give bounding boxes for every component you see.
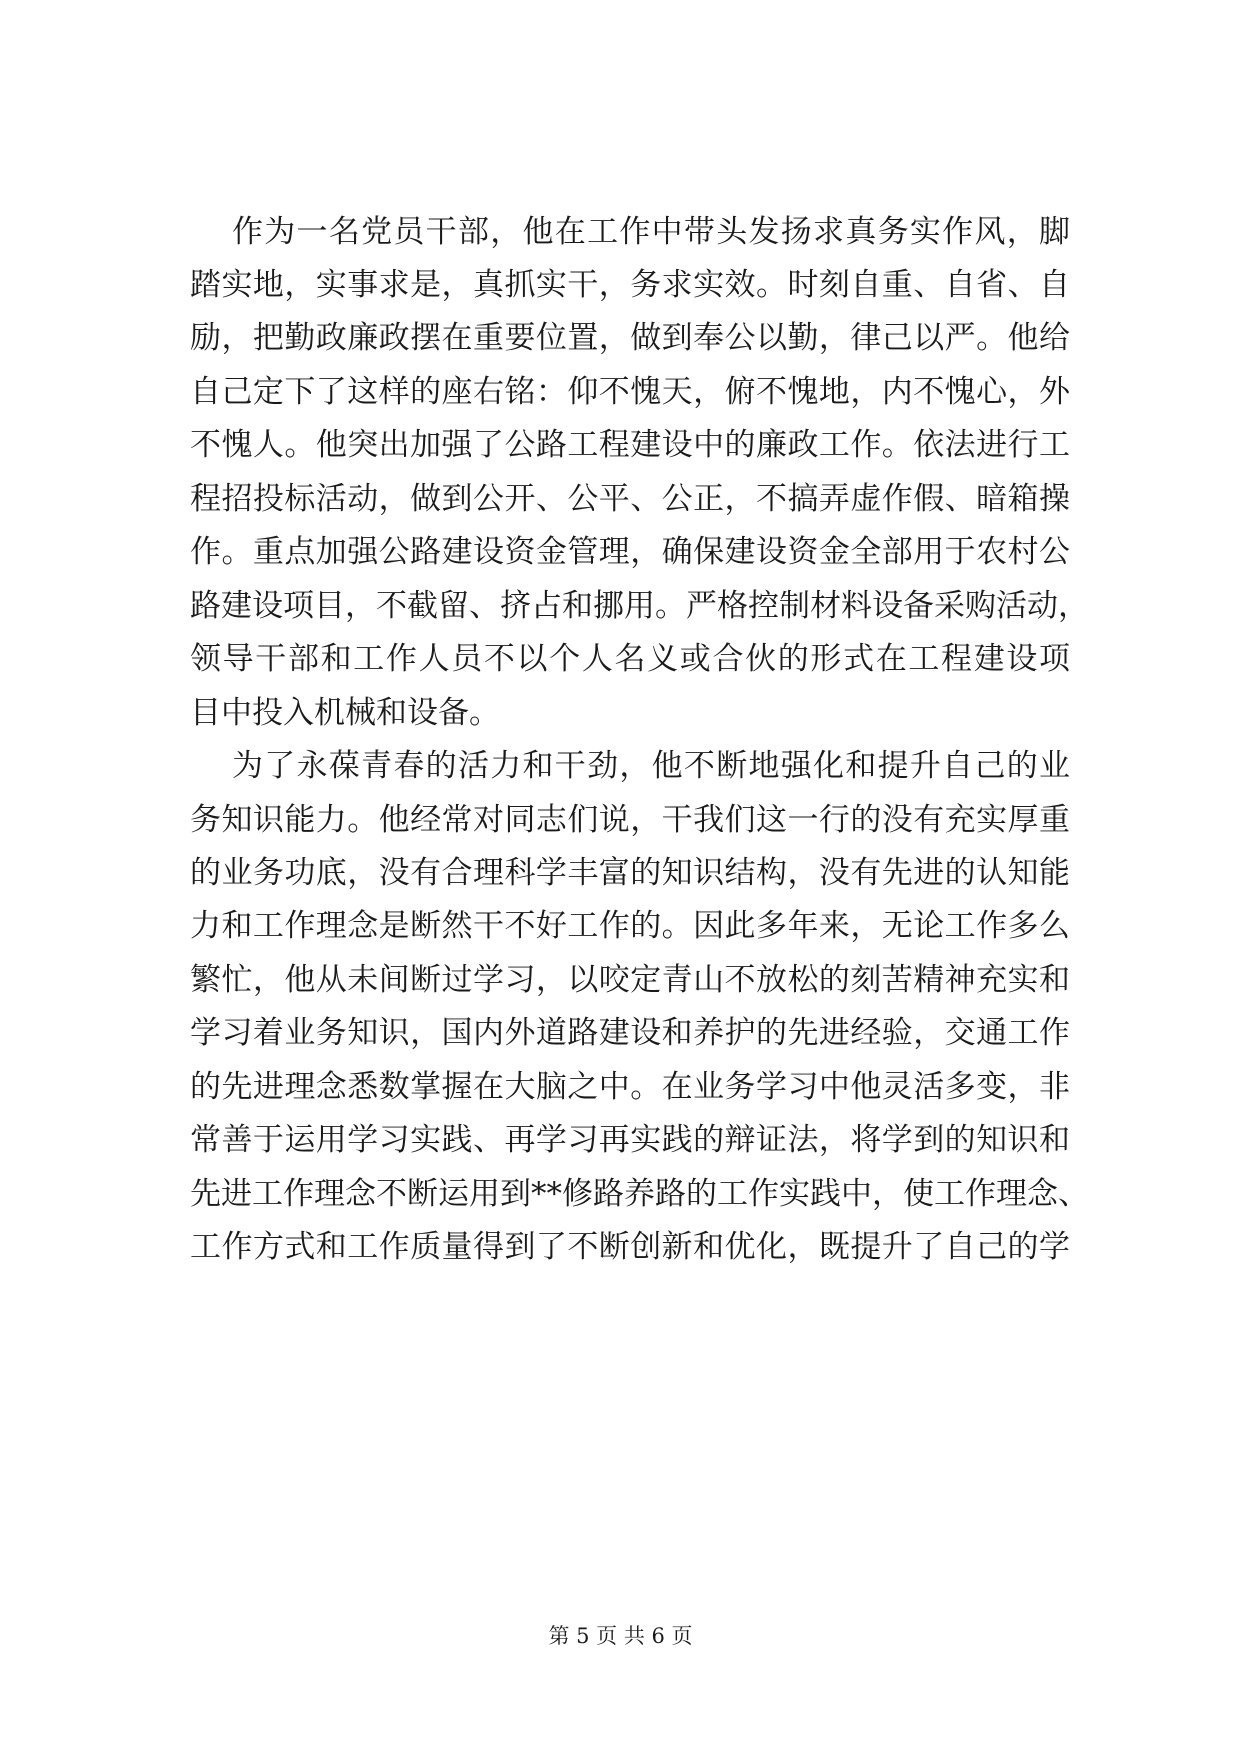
text-line: 程招投标活动，做到公开、公平、公正，不搞弄虚作假、暗箱操 — [190, 481, 1070, 517]
text-line: 作为一名党员干部，他在工作中带头发扬求真务实作风，脚 — [232, 214, 1070, 250]
text-line: 领导干部和工作人员不以个人名义或合伙的形式在工程建设项 — [190, 641, 1070, 677]
text-line: 励，把勤政廉政摆在重要位置，做到奉公以勤，律己以严。他给 — [190, 320, 1070, 356]
text-line: 目中投入机械和设备。 — [190, 695, 500, 731]
text-line: 自己定下了这样的座右铭：仰不愧天，俯不愧地，内不愧心，外 — [190, 374, 1070, 410]
text-line: 学习着业务知识，国内外道路建设和养护的先进经验，交通工作 — [190, 1015, 1070, 1051]
text-line: 的先进理念悉数掌握在大脑之中。在业务学习中他灵活多变，非 — [190, 1069, 1070, 1105]
text-line: 为了永葆青春的活力和干劲，他不断地强化和提升自己的业 — [232, 748, 1070, 784]
text-line: 繁忙，他从未间断过学习，以咬定青山不放松的刻苦精神充实和 — [190, 962, 1070, 998]
text-line: 路建设项目，不截留、挤占和挪用。严格控制材料设备采购活动， — [190, 588, 1089, 624]
text-line: 力和工作理念是断然干不好工作的。因此多年来，无论工作多么 — [190, 908, 1070, 944]
text-line: 不愧人。他突出加强了公路工程建设中的廉政工作。依法进行工 — [190, 427, 1070, 463]
text-line: 踏实地，实事求是，真抓实干，务求实效。时刻自重、自省、自 — [190, 267, 1070, 303]
text-line: 常善于运用学习实践、再学习再实践的辩证法，将学到的知识和 — [190, 1122, 1070, 1158]
text-line: 作。重点加强公路建设资金管理，确保建设资金全部用于农村公 — [190, 534, 1070, 570]
text-line: 先进工作理念不断运用到**修路养路的工作实践中，使工作理念、 — [190, 1176, 1089, 1212]
text-line: 的业务功底，没有合理科学丰富的知识结构，没有先进的认知能 — [190, 855, 1070, 891]
text-line: 务知识能力。他经常对同志们说，干我们这一行的没有充实厚重 — [190, 802, 1070, 838]
text-line: 工作方式和工作质量得到了不断创新和优化，既提升了自己的学 — [190, 1229, 1070, 1265]
page-number-footer: 第 5 页 共 6 页 — [548, 1624, 693, 1648]
